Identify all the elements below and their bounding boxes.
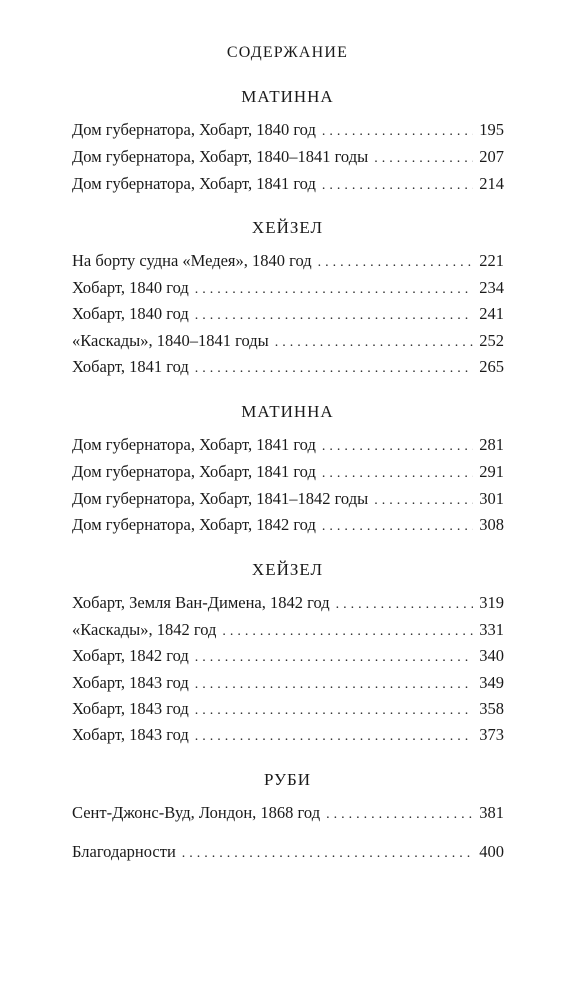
entry-title: Дом губернатора, Хобарт, 1840–1841 годы [72,147,369,166]
toc-entry[interactable] [72,460,504,484]
dot-leader [182,842,473,866]
toc-entry[interactable] [72,487,504,511]
dot-leader [374,489,473,513]
toc-entry[interactable] [72,433,504,457]
dot-leader [195,304,474,328]
entry-title: Дом губернатора, Хобарт, 1841 год [72,462,316,481]
dot-leader [195,357,474,381]
toc-entry[interactable] [72,118,504,142]
section-heading: ХЕЙЗЕЛ [251,560,324,579]
dot-leader [322,174,473,198]
entry-title: Дом губернатора, Хобарт, 1841 год [72,435,316,454]
entry-page-number: 281 [479,435,504,454]
entry-title: Благодарности [72,842,176,861]
dot-leader [322,515,473,539]
toc-entry[interactable] [72,801,504,825]
toc-entry[interactable] [72,644,504,668]
entry-page-number: 400 [479,842,504,861]
entry-title: Хобарт, 1840 год [72,304,189,323]
entry-title: Хобарт, 1840 год [72,278,189,297]
entry-page-number: 319 [479,593,504,612]
entry-title: Хобарт, 1843 год [72,699,189,718]
entry-title: Хобарт, Земля Ван-Димена, 1842 год [72,593,330,612]
toc-entry[interactable] [72,671,504,695]
toc-entry[interactable] [72,697,504,721]
entry-page-number: 301 [479,489,504,508]
entry-title: «Каскады», 1842 год [72,620,217,639]
dot-leader [322,462,473,486]
toc-entry[interactable] [72,723,504,747]
toc-entry[interactable] [72,513,504,537]
section-heading: РУБИ [263,770,312,789]
entry-page-number: 291 [479,462,504,481]
entry-title: Дом губернатора, Хобарт, 1841 год [72,174,316,193]
entry-page-number: 207 [479,147,504,166]
dot-leader [336,593,474,617]
dot-leader [275,331,474,355]
dot-leader [318,251,474,275]
entry-title: Дом губернатора, Хобарт, 1840 год [72,120,316,139]
toc-entry[interactable] [72,329,504,353]
dot-leader [195,278,474,302]
entry-title: Хобарт, 1843 год [72,673,189,692]
dot-leader [222,620,473,644]
toc-entry[interactable] [72,302,504,326]
entry-page-number: 349 [479,673,504,692]
entry-title: Хобарт, 1841 год [72,357,189,376]
entry-title: «Каскады», 1840–1841 годы [72,331,269,350]
dot-leader [326,803,473,827]
dot-leader [322,120,473,144]
entry-page-number: 340 [479,646,504,665]
section-heading: МАТИННА [241,402,334,421]
entry-title: Хобарт, 1842 год [72,646,189,665]
toc-entry[interactable] [72,276,504,300]
dot-leader [195,646,474,670]
toc-entry[interactable] [72,172,504,196]
toc-entry[interactable] [72,591,504,615]
entry-title: Сент-Джонс-Вуд, Лондон, 1868 год [72,803,321,822]
toc-entry[interactable] [72,145,504,169]
dot-leader [322,435,473,459]
toc-entry[interactable] [72,355,504,379]
entry-page-number: 221 [479,251,504,270]
entry-page-number: 214 [479,174,504,193]
entry-title: Дом губернатора, Хобарт, 1841–1842 годы [72,489,369,508]
dot-leader [195,699,474,723]
section-heading: МАТИННА [241,87,334,106]
entry-page-number: 241 [479,304,504,323]
entry-page-number: 265 [479,357,504,376]
entry-page-number: 195 [479,120,504,139]
dot-leader [374,147,473,171]
dot-leader [195,673,474,697]
entry-page-number: 373 [479,725,504,744]
entry-page-number: 358 [479,699,504,718]
entry-page-number: 381 [479,803,504,822]
section-heading: ХЕЙЗЕЛ [251,218,324,237]
dot-leader [195,725,474,749]
entry-title: Хобарт, 1843 год [72,725,189,744]
entry-page-number: 308 [479,515,504,534]
toc-entry[interactable] [72,249,504,273]
entry-page-number: 252 [479,331,504,350]
toc-entry[interactable] [72,618,504,642]
toc-title: СОДЕРЖАНИЕ [226,44,349,61]
entry-title: Дом губернатора, Хобарт, 1842 год [72,515,316,534]
entry-page-number: 234 [479,278,504,297]
entry-page-number: 331 [479,620,504,639]
entry-title: На борту судна «Медея», 1840 год [72,251,312,270]
toc-entry-acknowledgements[interactable] [72,840,504,864]
